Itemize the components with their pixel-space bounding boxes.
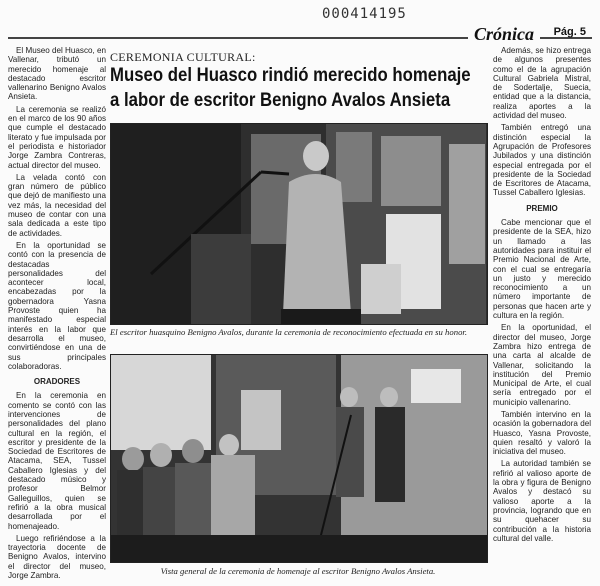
paragraph: La ceremonia se realizó en el marco de los 90 años que cumple el destacado literato y fue impulsada por el periodista e historiador Jorge Zambra Contreras, actual director del museo. [8, 104, 106, 170]
paragraph: En la ceremonia en comento se contó con las intervenciones de personalidades del plano cultural en la región, el escritor y presidente de la Sociedad de Escritores de Atacama, SEA, Tussel Caballero Iglesias y del destacado músico y profesor Belmor Galleguillos, quien se refirió a la obra musical desarrollada por el homenajeado. [8, 391, 106, 531]
caption-photo-1: El escritor huasquino Benigno Avalos, durante la ceremonia de reconocimiento efectuada en su honor. [110, 327, 468, 337]
paragraph: El Museo del Huasco, en Vallenar, tributó un merecido homenaje al destacado escritor vallenarino Benigno Avalos Ansieta. [8, 46, 106, 102]
kicker: CEREMONIA CULTURAL: [110, 50, 256, 64]
paragraph: También intervino en la ocasión la gobernadora del Huasco, Yasna Provoste, quien resaltó y valoró la iniciativa del museo. [493, 409, 591, 457]
paragraph: La velada contó con gran número de público que dejó de manifiesto una vez más, la necesidad del museo de contar con una sala dedicada a este tipo de actividades. [8, 172, 106, 238]
paragraph: Luego refiriéndose a la trayectoria docente de Benigno Avalos, intervino el director del museo, Jorge Zambra. [8, 533, 106, 581]
headline-line: a labor de escritor Benigno Avalos Ansieta [110, 89, 451, 111]
photo-speaker [110, 123, 488, 325]
paragraph: También entregó una distinción especial la Agrupación de Profesores Jubilados y una distinción especial entregada por el presidente de la Sociedad de Escritores de Atacama, Tussel Caballero Iglesias. [493, 123, 591, 198]
photo-audience [110, 354, 488, 563]
paragraph: En la oportunidad se contó con la presencia de destacadas personalidades del acontecer local, encabezadas por la gobernadora Yasna Provoste quien ha manifestado especial interés en la labor que desarrolla el museo, convirtiéndose en una de sus principales colaboradoras. [8, 240, 106, 371]
page-number: Pág. 5 [553, 26, 586, 38]
paragraph: En la oportunidad, el director del museo, Jorge Zambra hizo entrega de una carta al alcalde de Vallenar, solicitando la institución del Premio Municipal de Arte, el cual sería entregado por el municipio vallenarino. [493, 323, 591, 407]
left-column [8, 46, 106, 583]
headline [110, 63, 471, 113]
subheading-premio: PREMIO [526, 203, 558, 213]
archive-stamp: 000414195 [322, 6, 407, 22]
subheading-oradores: ORADORES [33, 377, 81, 387]
paragraph: La autoridad también se refirió al valioso aporte de la obra y figura de Benigno Avalos y destacó su valioso aporte a la provincia, logrando que en su quehacer su contribución a la historia cultural del valle. [493, 459, 591, 543]
paragraph: Además, se hizo entrega de algunos presentes como el de la agrupación Cultural Gabriela Mistral, de Sodertalje, Suecia, entidad que a la distancia, realiza aportes a la actividad del museo. [493, 46, 591, 121]
paragraph: Cabe mencionar que el presidente de la SEA, hizo un llamado a las autoridades para instituir el Premio Nacional de Arte, con el cual se entregaría un justo y merecido reconocimiento a un número importante de personas que hacen arte y cultura en la región. [493, 218, 591, 321]
right-column [493, 46, 591, 546]
section-title: Crónica [468, 24, 540, 45]
caption-photo-2: Vista general de la ceremonia de homenaje al escritor Benigno Avalos Ansieta. [160, 566, 436, 576]
headline-line: Museo del Huasco rindió merecido homenaje [110, 64, 471, 86]
